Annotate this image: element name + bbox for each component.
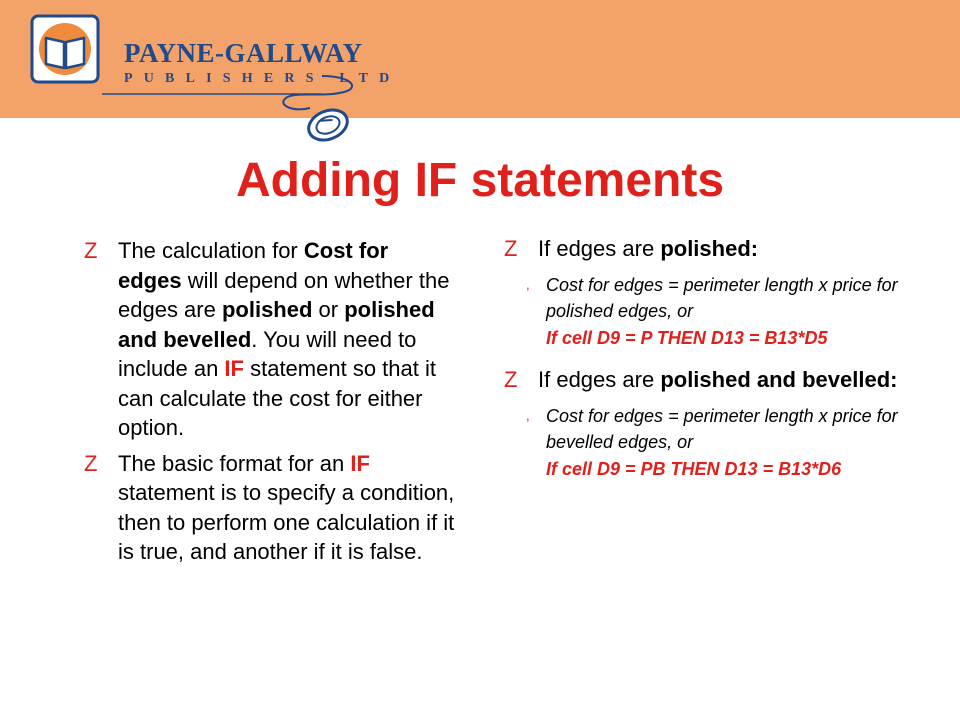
bullet-marker: Z	[504, 236, 518, 261]
text: . You will need to include an	[118, 326, 417, 381]
bullet-if-polished-and-bevelled	[504, 365, 904, 395]
bullet-cost-for-edges	[84, 236, 456, 443]
sub-bullet-polished	[504, 272, 904, 352]
text: statement so that it can calculate the cost for either option.	[118, 356, 436, 440]
sub-bullet-marker: ,	[526, 276, 530, 292]
bullet-if-polished	[504, 234, 904, 264]
bold-polished-and-bevelled: polished and bevelled	[118, 297, 435, 352]
bold-polished: polished	[221, 297, 313, 322]
formula-bevelled: If cell D9 = PB THEN D13 = B13*D6	[546, 458, 842, 479]
logo-text	[124, 38, 401, 88]
text: The calculation for	[118, 238, 304, 263]
text: If edges are	[538, 367, 661, 392]
keyword-if: IF	[224, 356, 244, 381]
text: or	[312, 297, 345, 322]
bold-cost-for-edges: Cost for edges	[118, 238, 389, 293]
bullet-marker: Z	[84, 238, 98, 263]
right-column	[504, 234, 904, 482]
left-column	[84, 236, 456, 567]
sub-text: Cost for edges = perimeter length x price for bevelled edges, or	[546, 405, 898, 452]
publisher-name: PAYNE-GALLWAY	[124, 38, 363, 68]
text: statement is to specify a condition, then to perform one calculation if it is true, and another if it is false.	[118, 480, 455, 564]
text: The basic format for an	[118, 450, 351, 476]
bold-polished: polished:	[660, 236, 759, 261]
keyword-if: IF	[350, 450, 370, 476]
bold-polished-and-bevelled: polished and bevelled:	[660, 367, 898, 392]
text: will depend on whether the edges are	[118, 267, 450, 322]
bullet-marker: Z	[84, 450, 98, 476]
sub-bullet-bevelled	[504, 403, 904, 483]
formula-polished: If cell D9 = P THEN D13 = B13*D5	[546, 327, 828, 348]
publisher-logo	[22, 12, 401, 154]
slide-title: Adding IF statements	[235, 154, 725, 207]
bullet-basic-format	[84, 449, 456, 567]
bullet-marker: Z	[504, 367, 518, 392]
publisher-subtitle: PUBLISHERS LTD	[124, 71, 401, 86]
text: If edges are	[538, 236, 661, 261]
sub-bullet-marker: ,	[526, 407, 530, 423]
sub-text: Cost for edges = perimeter length x price for polished edges, or	[546, 274, 898, 321]
